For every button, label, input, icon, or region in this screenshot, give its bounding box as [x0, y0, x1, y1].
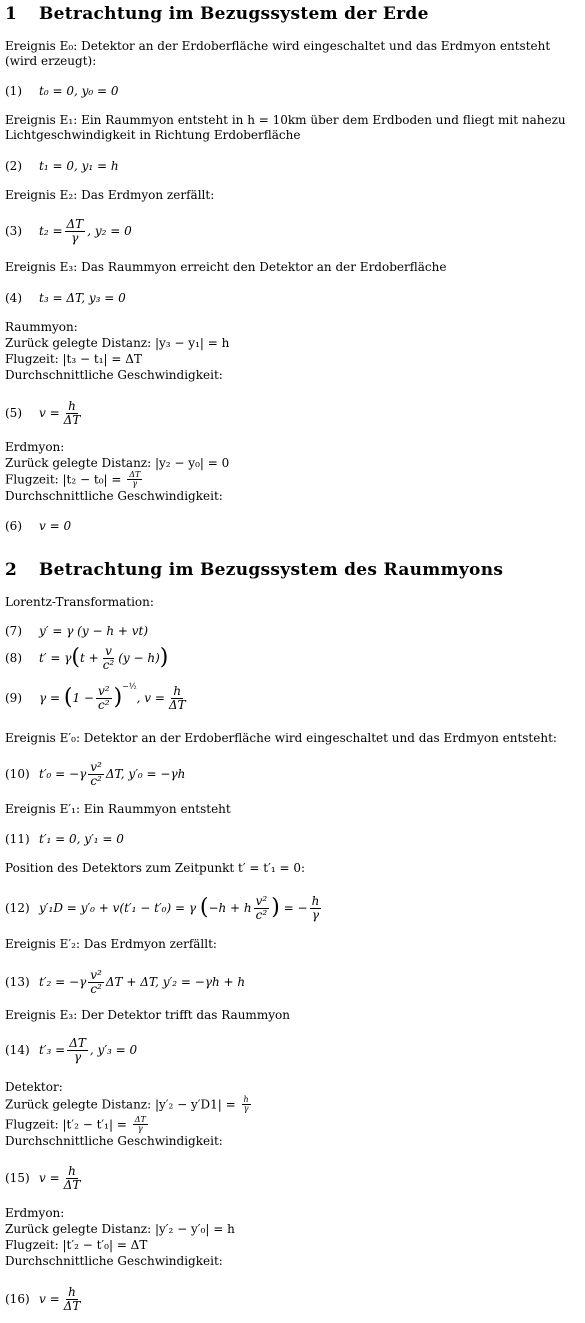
erdmyon2-distance: Zurück gelegte Distanz: |y′₂ − y′₀| = h — [5, 1222, 235, 1236]
equation-number: (9) — [5, 691, 22, 705]
equation-11 — [5, 821, 124, 857]
fraction — [254, 895, 270, 921]
erdmyon2-speed-label: Durchschnittliche Geschwindigkeit: — [5, 1254, 223, 1268]
equation-part: , v = — [136, 691, 165, 705]
fraction — [167, 685, 188, 711]
section-number: 1 — [5, 4, 18, 24]
equation-number: (15) — [5, 1171, 30, 1185]
fraction — [65, 218, 86, 244]
equation-9 — [5, 680, 190, 716]
fraction — [242, 1096, 251, 1114]
denominator: γ — [71, 230, 79, 245]
numerator: h — [173, 683, 182, 698]
fraction — [101, 645, 117, 671]
equation-number: (11) — [5, 832, 30, 846]
section-number: 2 — [5, 560, 18, 580]
equation-body: t′₁ = 0, y′₁ = 0 — [39, 832, 124, 846]
equation-part: t′₃ = — [39, 1043, 66, 1057]
erdmyon2-heading: Erdmyon: — [5, 1206, 65, 1220]
equation-5 — [5, 395, 84, 431]
paragraph-event-e1-prime: Ereignis E′₁: Ein Raummyon entsteht — [5, 802, 231, 816]
detektor-speed-label: Durchschnittliche Geschwindigkeit: — [5, 1134, 223, 1148]
equation-number: (7) — [5, 624, 22, 638]
denominator: γ — [132, 479, 138, 489]
equation-number: (12) — [5, 901, 30, 915]
numerator: h — [311, 893, 320, 908]
equation-body: y′ = γ (y − h + vt) — [39, 624, 149, 638]
equation-number: (10) — [5, 767, 30, 781]
equation-number: (8) — [5, 651, 22, 665]
equation-body: t₀ = 0, y₀ = 0 — [39, 84, 119, 98]
denominator: γ — [137, 1124, 143, 1134]
fraction — [62, 1286, 83, 1312]
paragraph-lorentz: Lorentz-Transformation: — [5, 595, 154, 609]
paren-close: ) — [159, 645, 169, 670]
equation-part: −h + h — [208, 901, 252, 915]
detektor-flight-time — [5, 1116, 580, 1134]
denominator: ΔT — [63, 1177, 81, 1192]
equation-13 — [5, 964, 245, 1000]
equation-number: (1) — [5, 84, 22, 98]
numerator: v² — [97, 683, 110, 698]
fraction — [133, 1116, 148, 1134]
paren-close: ) — [271, 895, 280, 920]
equation-14 — [5, 1032, 137, 1068]
numerator: ΔT — [134, 1115, 146, 1124]
equation-part: (y − h) — [118, 651, 160, 665]
denominator: γ — [311, 907, 320, 922]
numerator: v — [105, 643, 112, 658]
equation-8: (8) t′ = γ ( t + $\frac{v}{\text{c²}}$ (y − h) ) — [5, 643, 169, 672]
fraction — [67, 1037, 88, 1063]
erdmyon-flight-time — [5, 471, 580, 489]
equation-body: t₁ = 0, y₁ = h — [39, 159, 119, 173]
equation-3 — [5, 213, 132, 249]
equation-1 — [5, 73, 119, 109]
raummyon-speed-label: Durchschnittliche Geschwindigkeit: — [5, 368, 223, 382]
raummyon-heading: Raummyon: — [5, 320, 78, 334]
section-heading-2 — [5, 560, 503, 580]
numerator: v² — [255, 893, 268, 908]
equation-part: γ = — [39, 691, 61, 705]
paren-open: ( — [199, 895, 209, 920]
label: Flugzeit: |t′₂ − t′₁| = — [5, 1117, 127, 1132]
equation-number: (6) — [5, 519, 22, 533]
denominator: c² — [102, 657, 115, 672]
label: Zurück gelegte Distanz: |y′₂ − y′D1| = — [5, 1097, 236, 1112]
denominator: γ — [73, 1049, 82, 1064]
equation-body: v = 0 — [39, 519, 72, 533]
denominator: γ — [243, 1104, 249, 1114]
paragraph-event-e2-prime: Ereignis E′₂: Das Erdmyon zerfällt: — [5, 937, 217, 951]
equation-number: (2) — [5, 159, 22, 173]
erdmyon-heading: Erdmyon: — [5, 440, 65, 454]
equation-part: ΔT, y′₀ = −γh — [105, 767, 186, 781]
fraction — [127, 471, 142, 489]
detektor-heading: Detektor: — [5, 1080, 63, 1094]
denominator: c² — [90, 981, 102, 996]
fraction — [88, 761, 104, 787]
equation-16 — [5, 1281, 84, 1317]
erdmyon2-flight-time: Flugzeit: |t′₂ − t′₀| = ΔT — [5, 1238, 148, 1252]
equation-lhs: v = — [39, 1171, 60, 1185]
numerator: h — [68, 1284, 76, 1299]
paragraph-event-e3-prime: Ereignis E₃: Der Detektor trifft das Raummyon — [5, 1008, 290, 1022]
paren-open: ( — [63, 685, 73, 710]
equation-part: = − — [283, 901, 308, 915]
fraction — [310, 895, 322, 921]
numerator: h — [243, 1095, 249, 1104]
equation-number: (3) — [5, 224, 22, 238]
equation-part: , y′₃ = 0 — [89, 1043, 138, 1057]
section-heading-1 — [5, 4, 429, 24]
numerator: v² — [90, 967, 102, 982]
paragraph-event-e0-prime: Ereignis E′₀: Detektor an der Erdoberfläche wird eingeschaltet und das Erdmyon entsteht: — [5, 731, 557, 745]
equation-part: y′₁D = y′₀ + v(t′₁ − t′₀) = γ — [39, 901, 197, 915]
equation-part: t′₀ = −γ — [39, 767, 87, 781]
denominator: c² — [255, 907, 268, 922]
equation-12 — [5, 890, 323, 926]
paragraph-event-e3: Ereignis E₃: Das Raummyon erreicht den Detektor an der Erdoberfläche — [5, 260, 447, 274]
equation-body: t₃ = ΔT, y₃ = 0 — [39, 291, 126, 305]
numerator: ΔT — [69, 1035, 86, 1050]
equation-lhs: t₂ = — [39, 224, 63, 238]
paragraph-event-e1: Ereignis E₁: Ein Raummyon entsteht in h = 10km über dem Erdboden und fliegt mit nahezu Lichtgeschwindigkeit in Richtung Erdoberfläche — [5, 113, 566, 142]
exponent: −½ — [122, 682, 137, 691]
label: Flugzeit: |t₂ − t₀| = — [5, 472, 122, 487]
paragraph-detector-position: Position des Detektors zum Zeitpunkt t′ = t′₁ = 0: — [5, 861, 306, 875]
equation-10 — [5, 756, 185, 792]
raummyon-distance: Zurück gelegte Distanz: |y₃ − y₁| = h — [5, 336, 230, 350]
equation-number: (14) — [5, 1043, 30, 1057]
equation-lhs: v = — [39, 406, 60, 420]
numerator: v² — [90, 759, 102, 774]
fraction — [62, 1165, 83, 1191]
equation-number: (5) — [5, 406, 22, 420]
equation-number: (13) — [5, 975, 30, 989]
denominator: c² — [90, 773, 102, 788]
numerator: h — [68, 1163, 76, 1178]
erdmyon-distance: Zurück gelegte Distanz: |y₂ − y₀| = 0 — [5, 456, 230, 470]
denominator: ΔT — [168, 697, 186, 712]
numerator: ΔT — [129, 470, 141, 479]
paren-close: ) — [113, 685, 123, 710]
equation-part: 1 − — [72, 691, 94, 705]
equation-15 — [5, 1160, 84, 1196]
equation-rhs: , y₂ = 0 — [87, 224, 132, 238]
paragraph-event-e2: Ereignis E₂: Das Erdmyon zerfällt: — [5, 188, 215, 202]
fraction — [62, 400, 83, 426]
equation-number: (4) — [5, 291, 22, 305]
equation-2 — [5, 148, 119, 184]
fraction — [88, 969, 104, 995]
equation-lhs: v = — [39, 1292, 60, 1306]
numerator: h — [68, 398, 76, 413]
paren-open: ( — [71, 645, 80, 670]
raummyon-flight-time: Flugzeit: |t₃ − t₁| = ΔT — [5, 352, 142, 366]
equation-part: ΔT + ΔT, y′₂ = −γh + h — [105, 975, 246, 989]
equation-part: t′₂ = −γ — [39, 975, 87, 989]
section-title: Betrachtung im Bezugssystem des Raummyons — [39, 560, 504, 580]
equation-part: t′ = γ — [39, 651, 72, 665]
numerator: ΔT — [66, 216, 84, 231]
equation-4 — [5, 280, 126, 316]
erdmyon-speed-label: Durchschnittliche Geschwindigkeit: — [5, 489, 223, 503]
fraction — [96, 685, 112, 711]
denominator: ΔT — [63, 1298, 81, 1313]
denominator: ΔT — [63, 412, 81, 427]
detektor-distance — [5, 1096, 580, 1114]
equation-6 — [5, 508, 71, 544]
equation-number: (16) — [5, 1292, 30, 1306]
denominator: c² — [98, 697, 110, 712]
section-title: Betrachtung im Bezugssystem der Erde — [39, 4, 429, 24]
paragraph-event-e0: Ereignis E₀: Detektor an der Erdoberfläche wird eingeschaltet und das Erdmyon entsteht (wird erzeugt): — [5, 39, 551, 68]
